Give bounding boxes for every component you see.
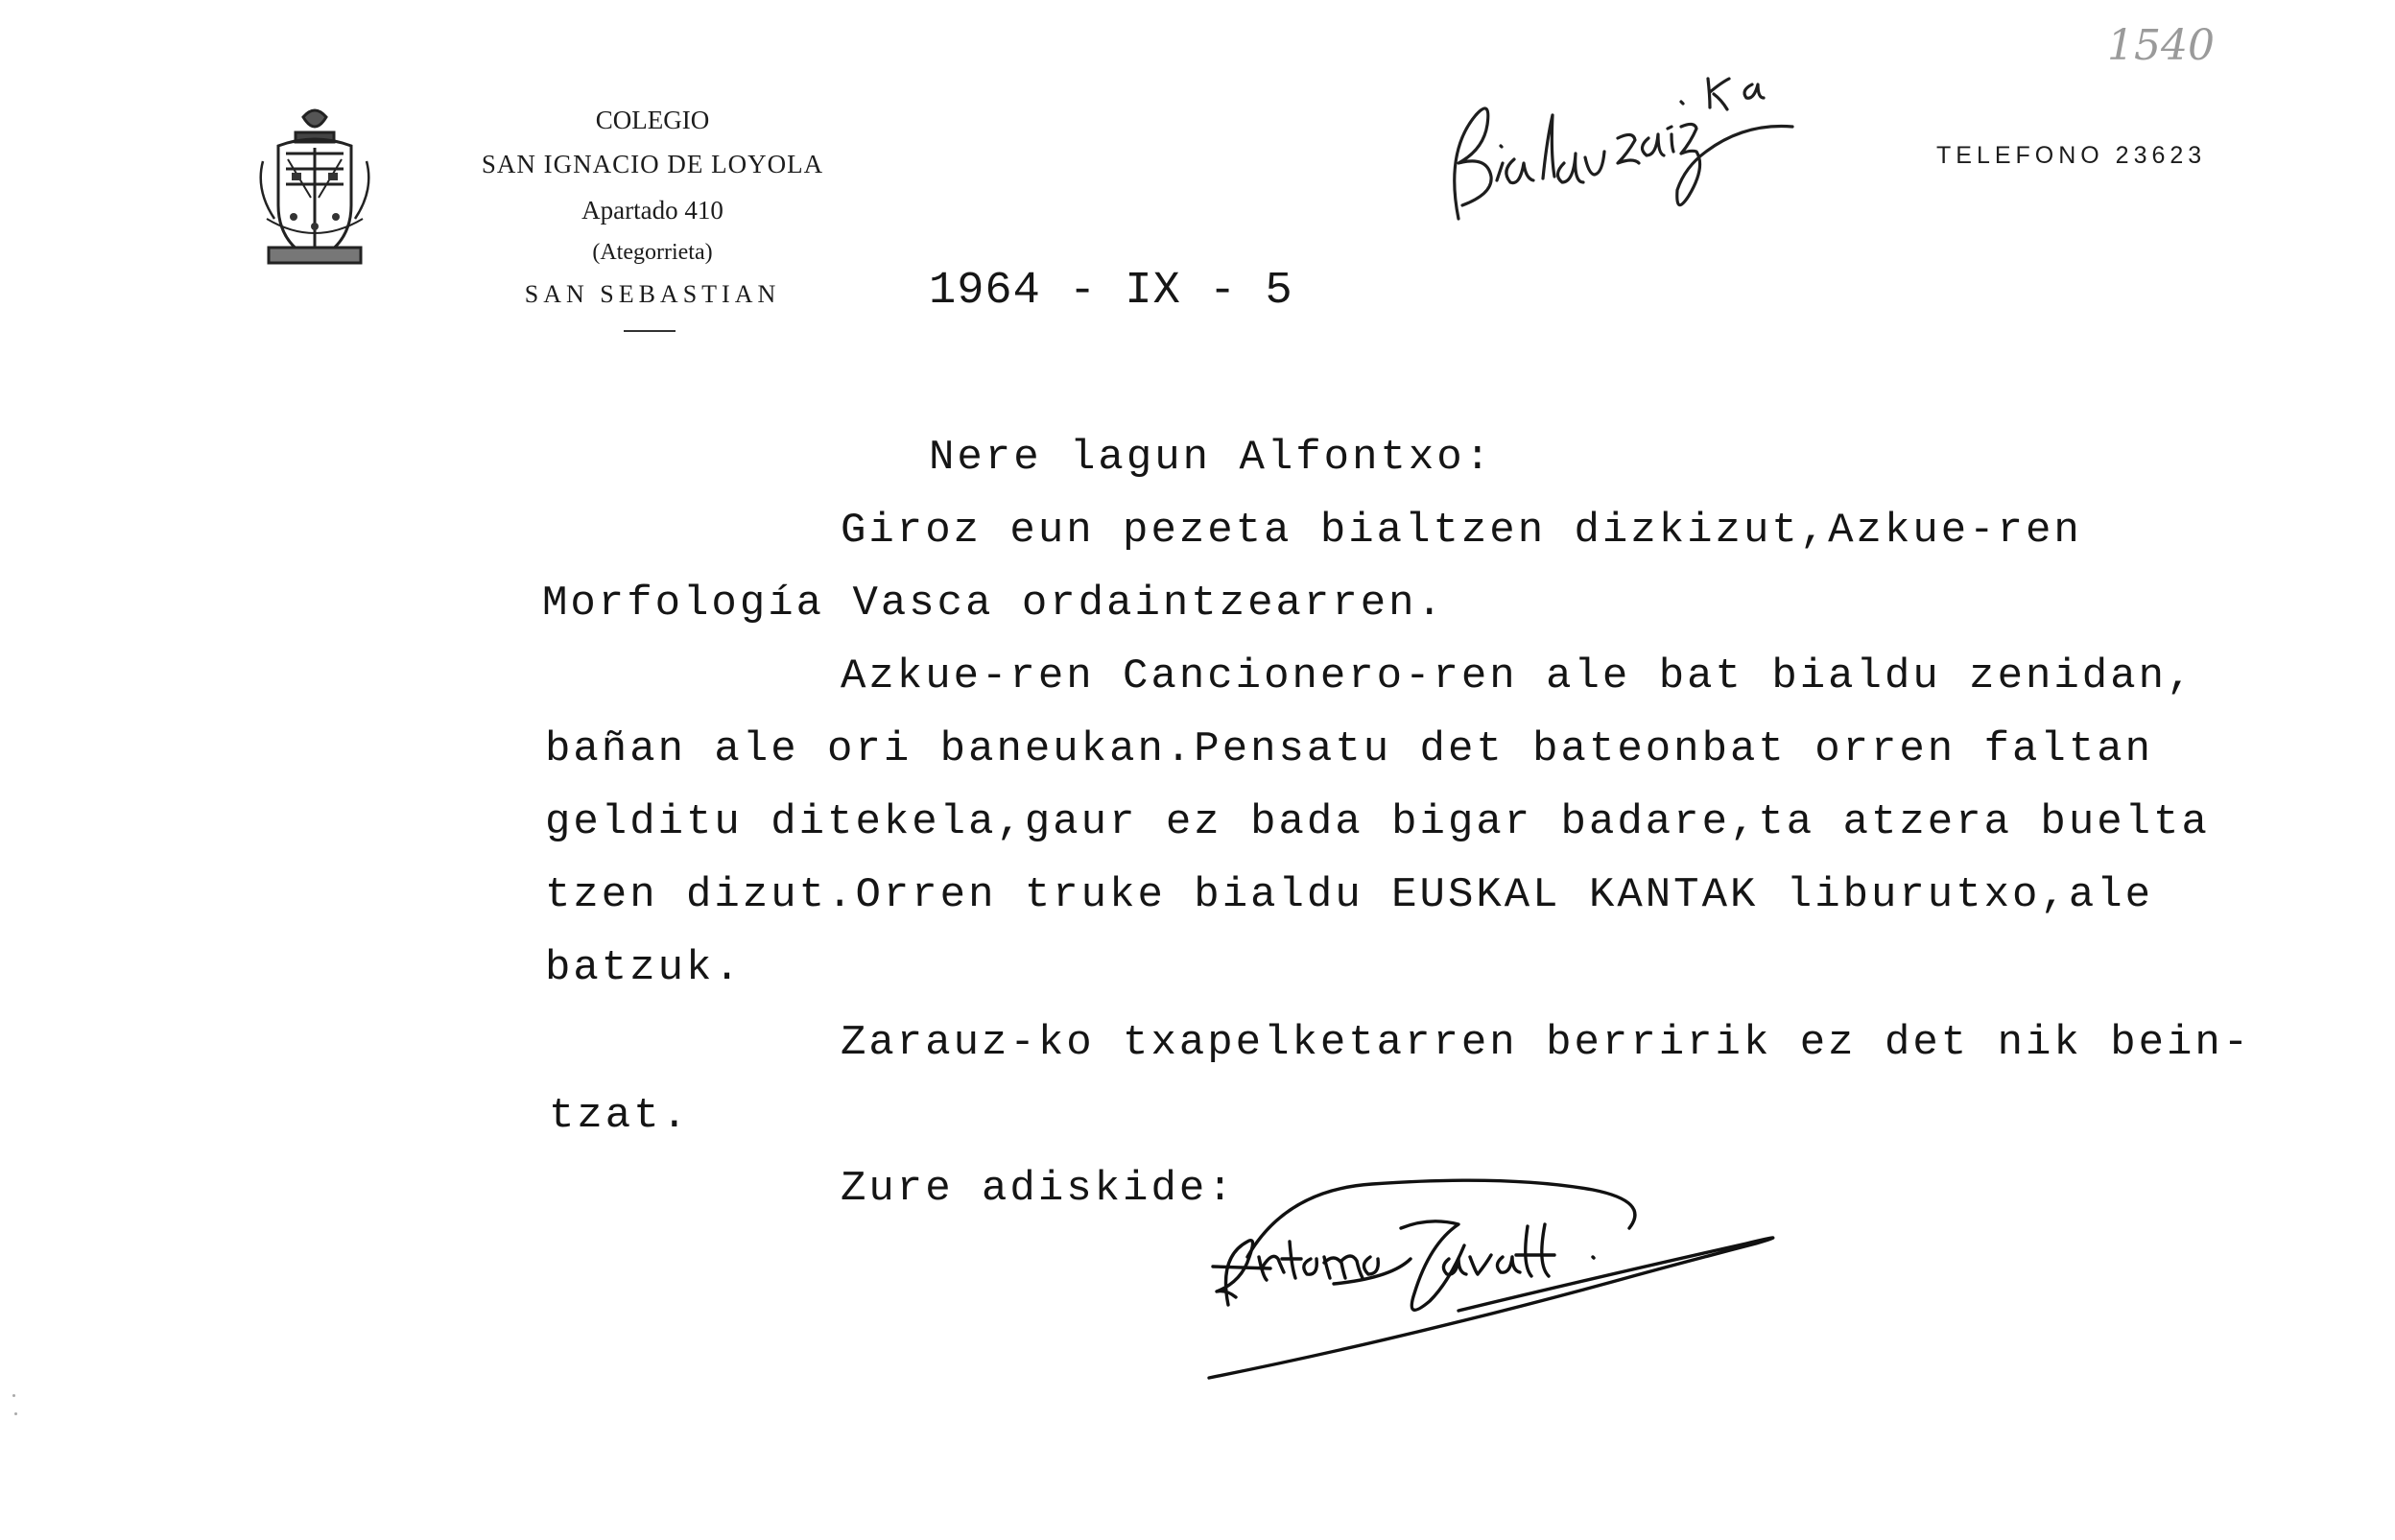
letter-line: gelditu ditekela,gaur ez bada bigar badare,ta atzera buelta — [545, 798, 2210, 846]
letter-line: Azkue-ren Cancionero-ren ale bat bialdu zenidan, — [841, 652, 2195, 700]
handwritten-note-bialdu-zaizka — [1430, 46, 1871, 267]
coat-of-arms-icon — [257, 104, 372, 272]
letter-line: Zarauz-ko txapelketarren berririk ez det nik bein- — [841, 1019, 2252, 1067]
letter-greeting: Nere lagun Alfontxo: — [929, 434, 1494, 482]
letter-line: tzen dizut.Orren truke bialdu EUSKAL KANTAK liburutxo,ale — [545, 871, 2154, 919]
letter-line: Morfología Vasca ordaintzearren. — [542, 580, 1445, 628]
archive-number: 1540 — [2107, 21, 2215, 70]
paper-speck — [14, 1412, 17, 1415]
letterhead-address: Apartado 410 — [581, 196, 723, 225]
letterhead-city: SAN SEBASTIAN — [524, 280, 781, 308]
letter-line: batzuk. — [545, 944, 743, 992]
letter-date: 1964 - IX - 5 — [929, 266, 1293, 317]
letterhead-divider — [624, 330, 676, 332]
signature-antonio-zavala — [1190, 1113, 1785, 1401]
letterhead-district: (Ategorrieta) — [592, 240, 713, 265]
paper-speck — [12, 1394, 15, 1397]
letter-line: Giroz eun pezeta bialtzen dizkizut,Azkue-ren — [841, 507, 2082, 555]
letter-line: bañan ale ori baneukan.Pensatu det bateonbat orren faltan — [545, 725, 2154, 773]
letter-line: tzat. — [549, 1092, 691, 1140]
letterhead-school-name: SAN IGNACIO DE LOYOLA — [481, 150, 824, 178]
letter-closing: Zure adiskide: — [841, 1165, 1236, 1213]
letterhead-colegio: COLEGIO — [595, 106, 710, 134]
telephone-number: TELEFONO 23623 — [1936, 142, 2207, 169]
